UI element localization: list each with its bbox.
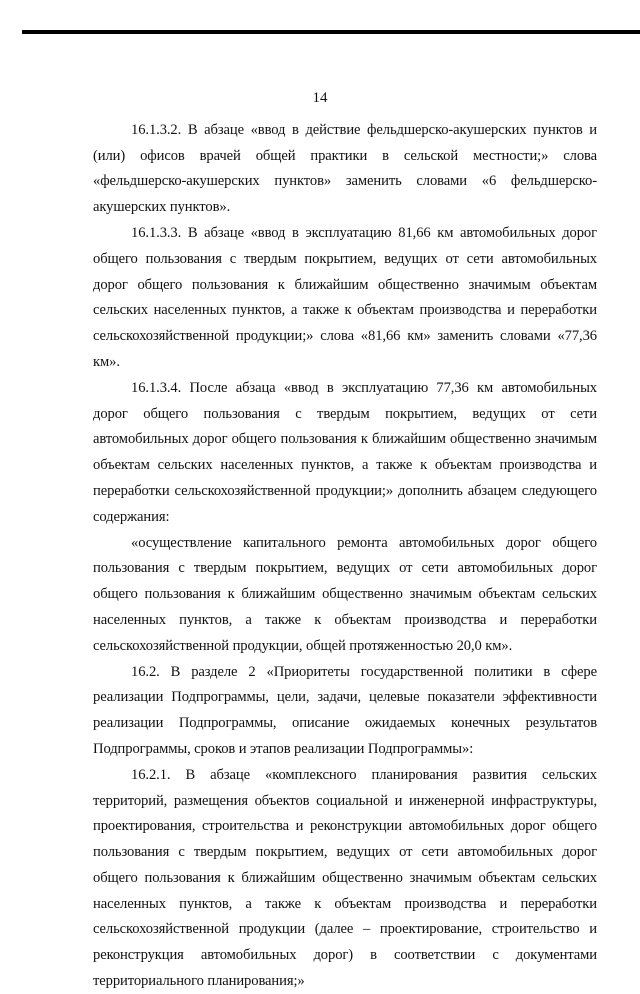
header-rule [22,30,640,34]
paragraph-quoted-addition: «осуществление капитального ремонта автомобильных дорог общего пользования с твердым покрытием, ведущих от сети автомобильных дорог общего пользования к ближайшим общественно значимым объектам сельских населенных пунктов, а также к объектам производства и переработки сельскохозяйственной продукции, общей протяженностью 20,0 км». [93,534,597,654]
page-number: 14 [312,90,328,106]
paragraph-16-2: 16.2. В разделе 2 «Приоритеты государственной политики в сфере реализации Подпрограммы, цели, задачи, целевые показатели эффективности реализации Подпрограммы, описание ожидаемых конечных результатов Подпрограммы, сроков и этапов реализации Подпрограммы»: [93,663,597,757]
paragraph-16-1-3-3: 16.1.3.3. В абзаце «ввод в эксплуатацию 81,66 км автомобильных дорог общего пользования с твердым покрытием, ведущих от сети автомобильных дорог общего пользования к ближайшим общественно значимым объектам сельских населенных пунктов, а также к объектам производства и переработки сельскохозяйственной продукции;» слова «81,66 км» заменить словами «77,36 км». [93,225,597,370]
document-body [93,118,597,994]
paragraph-16-1-3-2: 16.1.3.2. В абзаце «ввод в действие фельдшерско-акушерских пунктов и (или) офисов врачей общей практики в сельской местности;» слова «фельдшерско-акушерских пунктов» заменить словами «6 фельдшерско-акушерских пунктов». [93,122,597,216]
paragraph-16-1-3-4: 16.1.3.4. После абзаца «ввод в эксплуатацию 77,36 км автомобильных дорог общего пользования с твердым покрытием, ведущих от сети автомобильных дорог общего пользования к ближайшим общественно значимым объектам сельских населенных пунктов, а также к объектам производства и переработки сельскохозяйственной продукции;» дополнить абзацем следующего содержания: [93,380,597,525]
paragraph-16-2-1: 16.2.1. В абзаце «комплексного планирования развития сельских территорий, размещения объектов социальной и инженерной инфраструктуры, проектирования, строительства и реконструкции автомобильных дорог общего пользования с твердым покрытием, ведущих от сети автомобильных дорог общего пользования к ближайшим общественно значимым объектам сельских населенных пунктов, а также к объектам производства и переработки сельскохозяйственной продукции (далее – проектирование, строительство и реконструкция автомобильных дорог) в соответствии с документами территориального планирования;» [93,767,597,989]
